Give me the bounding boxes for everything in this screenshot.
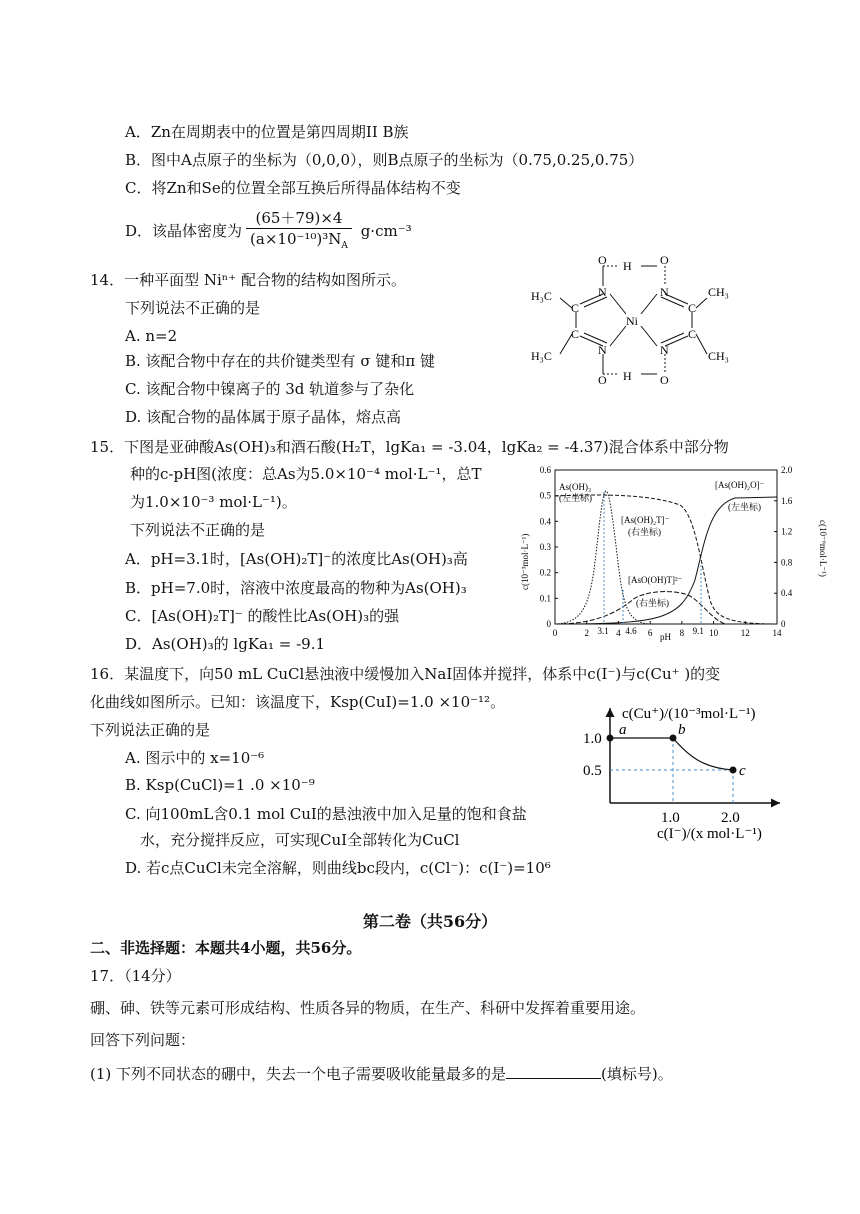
left-tick-label: 0.2 <box>539 567 551 578</box>
q14-option-d: D. 该配合物的晶体属于原子晶体，熔点高 <box>125 408 402 426</box>
q13-d-prefix: D．该晶体密度为 <box>125 222 243 240</box>
n-bottom-right: N <box>660 343 669 357</box>
c-ph-chart <box>510 460 830 650</box>
density-denominator-sub: A <box>341 241 348 251</box>
q17-part1 <box>90 1064 673 1084</box>
ch3-bottom-left: H₃C <box>531 349 552 363</box>
right-tick-label: 0.8 <box>781 557 793 568</box>
label-as-oh2o: [As(OH)₂O]⁻ <box>715 480 765 490</box>
right-tick-label: 1.6 <box>781 495 793 506</box>
x-marker-label: 4.6 <box>625 626 637 636</box>
cu-i-chart <box>575 698 800 843</box>
n-top-left: N <box>598 285 607 299</box>
ni-complex-structure <box>525 250 755 390</box>
q17-header: 17．（14分） <box>90 967 181 985</box>
q16-option-c: C. 向100mL含0.1 mol CuI的悬浊液中加入足量的饱和食盐 <box>125 805 527 823</box>
label-as-oh2t-axis: (右坐标) <box>628 527 661 537</box>
q14-option-b: B. 该配合物中存在的共价键类型有 σ 键和π 键 <box>125 352 435 370</box>
q13-option-d <box>125 208 412 256</box>
q16-line2: 化曲线如图所示。已知：该温度下，Ksp(CuI)=1.0 ×10⁻¹²。 <box>90 693 506 711</box>
y-axis-right-label: c(10⁻⁶mol·L⁻¹) <box>818 520 828 577</box>
label-b: b <box>678 722 686 738</box>
density-denominator: (a×10⁻¹⁰)³N <box>250 230 342 248</box>
q15-option-d: D．As(OH)₃的 lgKa₁ = -9.1 <box>125 635 326 653</box>
part2-title: 第二卷（共56分） <box>362 912 498 931</box>
x-tick-1: 1.0 <box>661 810 680 826</box>
c-right-top: C <box>688 301 697 315</box>
n-bottom-left: N <box>598 343 607 357</box>
x-tick-label: 0 <box>552 628 558 638</box>
y-axis-title: c(Cu⁺)/(10⁻³mol·L⁻¹) <box>622 706 756 722</box>
c-right-bottom: C <box>688 327 697 341</box>
x-marker-label: 3.1 <box>597 626 609 636</box>
label-as-oh3-axis: (左坐标) <box>559 493 592 503</box>
x-tick-label: 12 <box>740 628 750 638</box>
label-aso-oht-axis: (右坐标) <box>636 598 669 608</box>
x-tick-label: 10 <box>709 628 719 638</box>
ch3-top-left: H₃C <box>531 289 552 303</box>
c-left-bottom: C <box>571 327 580 341</box>
density-fraction <box>246 208 352 256</box>
answer-blank[interactable] <box>506 1064 601 1079</box>
y-axis-left-label: c(10⁻³mol·L⁻¹) <box>520 533 530 590</box>
n-top-right: N <box>660 285 669 299</box>
q16-sub: 下列说法正确的是 <box>90 721 211 739</box>
q16-option-c-cont: 水，充分搅拌反应，可实现CuI全部转化为CuCl <box>140 831 460 849</box>
right-tick-label: 2.0 <box>781 465 793 475</box>
label-as-oh2o-axis: (左坐标) <box>728 502 761 512</box>
x-axis-title: c(I⁻)/(x mol·L⁻¹) <box>657 826 762 842</box>
h-top: H <box>623 259 632 273</box>
x-tick-label: 14 <box>772 628 782 638</box>
right-tick-label: 0 <box>781 619 786 629</box>
point-a <box>607 735 614 742</box>
q16-option-d: D. 若c点CuCl未完全溶解，则曲线bc段内，c(Cl⁻)：c(I⁻)=10⁶ <box>125 859 551 877</box>
x-tick-label: 4 <box>616 628 621 638</box>
label-c: c <box>739 763 746 779</box>
h-bottom: H <box>623 369 632 383</box>
x-tick-label: 6 <box>647 628 653 638</box>
o-top-right: O <box>660 253 669 267</box>
q14-option-c: C. 该配合物中镍离子的 3d 轨道参与了杂化 <box>125 380 415 398</box>
q15-sub: 下列说法不正确的是 <box>130 521 266 539</box>
q13-option-b: B．图中A点原子的坐标为（0,0,0），则B点原子的坐标为（0.75,0.25,0.75） <box>125 151 644 169</box>
q15-line1: 15．下图是亚砷酸As(OH)₃和酒石酸(H₂T，lgKa₁ = -3.04，lgKa₂ = -4.37)混合体系中部分物 <box>90 438 729 456</box>
x-tick-2: 2.0 <box>721 810 740 826</box>
x-tick-label: 8 <box>679 628 685 638</box>
label-as-oh2t: [As(OH)₂T]⁻ <box>621 515 670 525</box>
q16-option-b: B. Ksp(CuCl)=1 .0 ×10⁻⁹ <box>125 776 315 794</box>
point-c <box>730 767 737 774</box>
q13-option-a: A．Zn在周期表中的位置是第四周期II B族 <box>125 123 409 141</box>
y-tick-0-5: 0.5 <box>583 763 602 779</box>
x-marker-label: 9.1 <box>692 626 704 636</box>
left-tick-label: 0 <box>546 619 551 629</box>
curve-bc <box>673 738 733 770</box>
q16-option-a: A. 图示中的 x=10⁻⁶ <box>125 749 265 767</box>
ch3-top-right: CH₃ <box>708 285 729 299</box>
label-aso-oht: [AsO(OH)T]²⁻ <box>628 575 683 585</box>
q17-part1-text: (1) 下列不同状态的硼中，失去一个电子需要吸收能量最多的是 <box>90 1065 507 1083</box>
x-axis-label: pH <box>660 632 671 642</box>
q15-option-b: B．pH=7.0时，溶液中浓度最高的物种为As(OH)₃ <box>125 579 467 597</box>
q17-intro: 硼、砷、铁等元素可形成结构、性质各异的物质，在生产、科研中发挥着重要用途。 <box>90 999 646 1017</box>
x-tick-label: 2 <box>584 628 589 638</box>
y-tick-1: 1.0 <box>583 731 602 747</box>
o-bottom-left: O <box>598 373 607 387</box>
q14-stem: 14．一种平面型 Niⁿ⁺ 配合物的结构如图所示。 <box>90 271 406 289</box>
label-as-oh3: As(OH)₃ <box>559 482 592 492</box>
o-bottom-right: O <box>660 373 669 387</box>
q17-prompt: 回答下列问题： <box>90 1031 196 1049</box>
q15-line2: 种的c-pH图(浓度：总As为5.0×10⁻⁴ mol·L⁻¹，总T <box>130 465 482 483</box>
q14-sub: 下列说法不正确的是 <box>125 299 261 317</box>
ch3-bottom-right: CH₃ <box>708 349 729 363</box>
q15-option-c: C．[As(OH)₂T]⁻ 的酸性比As(OH)₃的强 <box>125 607 400 625</box>
left-tick-label: 0.3 <box>539 542 551 552</box>
left-tick-label: 0.4 <box>539 516 551 527</box>
density-unit: g·cm⁻³ <box>360 222 412 240</box>
o-top-left: O <box>598 253 607 267</box>
q14-option-a: A. n=2 <box>125 327 178 345</box>
label-a: a <box>619 722 627 738</box>
right-tick-label: 1.2 <box>781 526 793 537</box>
q15-option-a: A．pH=3.1时，[As(OH)₂T]⁻的浓度比As(OH)₃高 <box>125 550 468 568</box>
right-tick-label: 0.4 <box>781 588 793 599</box>
ni-center: Ni <box>626 314 638 328</box>
left-tick-label: 0.5 <box>539 490 551 501</box>
density-numerator: (65＋79)×4 <box>246 208 352 229</box>
c-left-top: C <box>571 301 580 315</box>
q16-line1: 16．某温度下，向50 mL CuCl悬浊液中缓慢加入NaI固体并搅拌，体系中c(I⁻)与c(Cu⁺ )的变 <box>90 665 721 683</box>
q13-option-c: C．将Zn和Se的位置全部互换后所得晶体结构不变 <box>125 179 461 197</box>
left-tick-label: 0.6 <box>539 465 551 475</box>
q15-line3: 为1.0×10⁻³ mol·L⁻¹)。 <box>130 493 297 511</box>
left-tick-label: 0.1 <box>539 593 551 604</box>
q17-part1-suffix: (填标号)。 <box>601 1065 673 1083</box>
point-b <box>670 735 677 742</box>
part2-heading: 二、非选择题：本题共4小题，共56分。 <box>90 939 362 957</box>
